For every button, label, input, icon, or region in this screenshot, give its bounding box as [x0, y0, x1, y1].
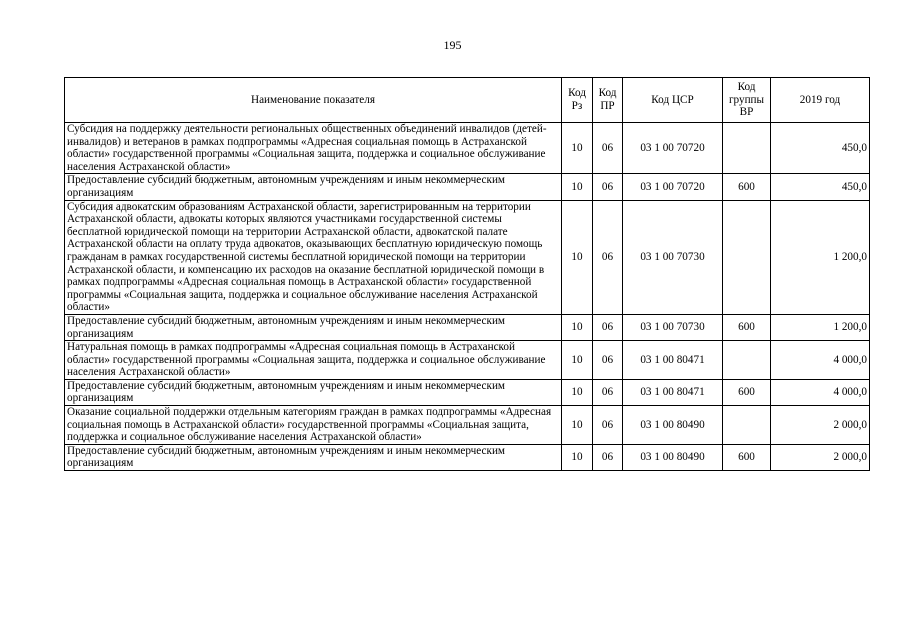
cell-csr: 03 1 00 80490	[623, 444, 723, 470]
cell-vr: 600	[723, 174, 771, 200]
cell-vr: 600	[723, 444, 771, 470]
cell-amount: 1 200,0	[771, 314, 870, 340]
cell-rz: 10	[562, 123, 593, 174]
cell-pr: 06	[593, 174, 623, 200]
cell-pr: 06	[593, 314, 623, 340]
cell-rz: 10	[562, 444, 593, 470]
cell-pr: 06	[593, 379, 623, 405]
cell-csr: 03 1 00 80471	[623, 379, 723, 405]
cell-amount: 2 000,0	[771, 444, 870, 470]
table-row	[65, 444, 870, 470]
table-row	[65, 406, 870, 445]
cell-csr: 03 1 00 80490	[623, 406, 723, 445]
cell-rz: 10	[562, 406, 593, 445]
cell-vr	[723, 123, 771, 174]
header-vr: Код группы ВР	[723, 78, 771, 123]
budget-table	[64, 77, 870, 471]
cell-rz: 10	[562, 341, 593, 380]
cell-pr: 06	[593, 444, 623, 470]
header-pr: Код ПР	[593, 78, 623, 123]
cell-csr: 03 1 00 70730	[623, 314, 723, 340]
header-rz: Код Рз	[562, 78, 593, 123]
table-row	[65, 379, 870, 405]
cell-amount: 450,0	[771, 123, 870, 174]
cell-rz: 10	[562, 200, 593, 314]
page-number: 195	[443, 38, 462, 52]
cell-pr: 06	[593, 123, 623, 174]
cell-amount: 450,0	[771, 174, 870, 200]
header-csr: Код ЦСР	[623, 78, 723, 123]
cell-csr: 03 1 00 70720	[623, 123, 723, 174]
cell-name: Предоставление субсидий бюджетным, автономным учреждениям и иным некоммерческим организациям	[65, 174, 562, 200]
cell-pr: 06	[593, 341, 623, 380]
cell-vr: 600	[723, 379, 771, 405]
cell-amount: 4 000,0	[771, 379, 870, 405]
table-row	[65, 314, 870, 340]
header-year: 2019 год	[771, 78, 870, 123]
cell-name: Оказание социальной поддержки отдельным категориям граждан в рамках подпрограммы «Адресная социальная помощь в Астраханской области» государственной программы «Социальная защита, поддержка и социальное обслуживание населения Астраханской области»	[65, 406, 562, 445]
table-row	[65, 123, 870, 174]
cell-name: Натуральная помощь в рамках подпрограммы «Адресная социальная помощь в Астраханской области» государственной программы «Социальная защита, поддержка и социальное обслуживание населения Астраханской области»	[65, 341, 562, 380]
cell-pr: 06	[593, 406, 623, 445]
cell-csr: 03 1 00 70720	[623, 174, 723, 200]
cell-pr: 06	[593, 200, 623, 314]
cell-name: Предоставление субсидий бюджетным, автономным учреждениям и иным некоммерческим организациям	[65, 444, 562, 470]
cell-name: Субсидия на поддержку деятельности региональных общественных объединений инвалидов (детей-инвалидов) и ветеранов в рамках подпрограммы «Адресная социальная помощь в Астраханской области» государственной программы «Социальная защита, поддержка и социальное обслуживание населения Астраханской области»	[65, 123, 562, 174]
table-row	[65, 174, 870, 200]
cell-vr: 600	[723, 314, 771, 340]
cell-amount: 1 200,0	[771, 200, 870, 314]
table-header-row	[65, 78, 870, 123]
cell-vr	[723, 200, 771, 314]
cell-csr: 03 1 00 70730	[623, 200, 723, 314]
cell-rz: 10	[562, 174, 593, 200]
header-name: Наименование показателя	[65, 78, 562, 123]
cell-amount: 4 000,0	[771, 341, 870, 380]
cell-vr	[723, 406, 771, 445]
cell-rz: 10	[562, 314, 593, 340]
cell-amount: 2 000,0	[771, 406, 870, 445]
cell-name: Предоставление субсидий бюджетным, автономным учреждениям и иным некоммерческим организациям	[65, 379, 562, 405]
table-row	[65, 200, 870, 314]
cell-name: Субсидия адвокатским образованиям Астраханской области, зарегистрированным на территории Астраханской области, адвокаты которых являются участниками государственной системы бесплатной юридической помощи на территории Астраханской области, адвокатской палате Астраханской области на оплату труда адвокатов, оказывающих бесплатную юридическую помощь гражданам в рамках государственной системы бесплатной юридической помощи на территории Астраханской области, и компенсацию их расходов на оказание бесплатной юридической помощи в рамках подпрограммы «Адресная социальная помощь в Астраханской области» государственной программы «Социальная защита, поддержка и социальное обслуживание населения Астраханской области»	[65, 200, 562, 314]
cell-csr: 03 1 00 80471	[623, 341, 723, 380]
table-row	[65, 341, 870, 380]
cell-vr	[723, 341, 771, 380]
cell-name: Предоставление субсидий бюджетным, автономным учреждениям и иным некоммерческим организациям	[65, 314, 562, 340]
cell-rz: 10	[562, 379, 593, 405]
